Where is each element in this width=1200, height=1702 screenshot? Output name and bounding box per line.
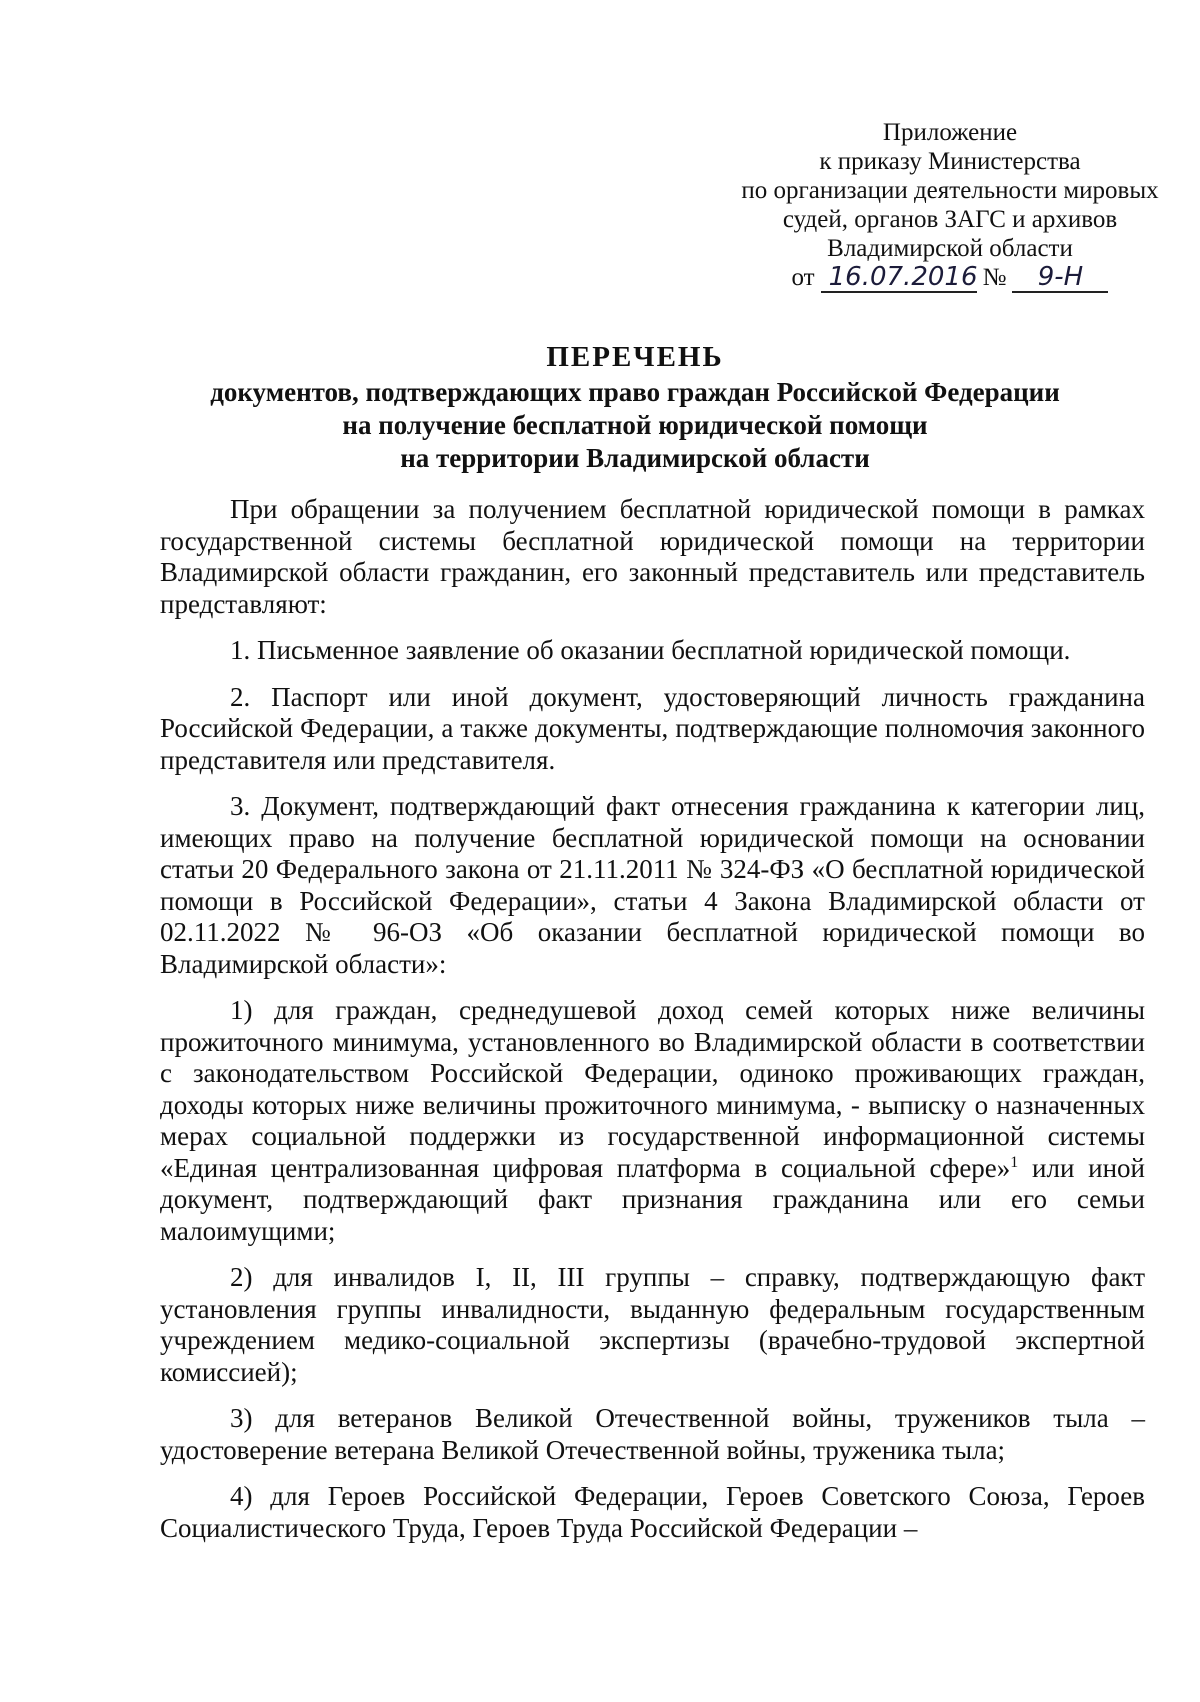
number-prefix: № bbox=[982, 264, 1007, 291]
order-date-row bbox=[730, 263, 1170, 293]
document-title bbox=[150, 338, 1120, 475]
title-subline: на получение бесплатной юридической помощи bbox=[342, 410, 928, 440]
title-subline: документов, подтверждающих право граждан Российской Федерации bbox=[210, 377, 1060, 407]
sub-item-4: 4) для Героев Российской Федерации, Героев Советского Союза, Героев Социалистического Труда, Героев Труда Российской Федерации – bbox=[160, 1481, 1145, 1543]
list-item-2: 2. Паспорт или иной документ, удостоверяющий личность гражданина Российской Федерации, а также документы, подтверждающие полномочия законного представителя или представителя. bbox=[160, 681, 1145, 775]
appendix-line: Приложение bbox=[882, 119, 1018, 146]
appendix-header bbox=[730, 118, 1170, 293]
handwritten-date: 16.07.2016 bbox=[821, 263, 977, 293]
title-subline: на территории Владимирской области bbox=[400, 443, 870, 473]
sub-item-1-text: 1) для граждан, среднедушевой доход семей которых ниже величины прожиточного минимума, установленного во Владимирской области в соответствии с законодательством Российской Федерации, одиноко проживающих граждан, доходы которых ниже величины прожиточного минимума, - выписку о назначенных мерах социальной поддержки из государственной информационной системы «Единая централизованная цифровая платформа в социальной сфере» bbox=[160, 995, 1145, 1183]
document-body bbox=[160, 494, 1145, 1553]
intro-paragraph: При обращении за получением бесплатной юридической помощи в рамках государственной системы бесплатной юридической помощи на территории Владимирской области гражданин, его законный представитель или представитель представляют: bbox=[160, 494, 1145, 619]
handwritten-number: 9-Н bbox=[1012, 263, 1108, 293]
list-item-1: 1. Письменное заявление об оказании бесплатной юридической помощи. bbox=[230, 635, 1071, 665]
sub-item-1-text-end: или иной документ, подтверждающий факт признания гражданина или его семьи малоимущими; bbox=[160, 1152, 1145, 1246]
sub-item-2: 2) для инвалидов I, II, III группы – справку, подтверждающую факт установления группы инвалидности, выданную федеральным государственным учреждением медико-социальной экспертизы (врачебно-трудовой экспертной комиссией); bbox=[160, 1262, 1145, 1387]
footnote-marker: 1 bbox=[1010, 1153, 1019, 1171]
sub-item-3: 3) для ветеранов Великой Отечественной войны, тружеников тыла – удостоверение ветерана Великой Отечественной войны, труженика тыла; bbox=[160, 1403, 1145, 1465]
appendix-line: судей, органов ЗАГС и архивов bbox=[782, 206, 1118, 233]
appendix-line: по организации деятельности мировых bbox=[741, 177, 1159, 204]
date-prefix: от bbox=[791, 264, 815, 291]
title-main: ПЕРЕЧЕНЬ bbox=[546, 341, 724, 373]
sub-item-1 bbox=[160, 995, 1145, 1247]
appendix-line: Владимирской области bbox=[827, 235, 1073, 262]
appendix-line: к приказу Министерства bbox=[819, 148, 1081, 175]
list-item-3: 3. Документ, подтверждающий факт отнесения гражданина к категории лиц, имеющих право на получение бесплатной юридической помощи на основании статьи 20 Федерального закона от 21.11.2011 № 324-ФЗ «О бесплатной юридической помощи в Российской Федерации», статьи 4 Закона Владимирской области от 02.11.2022 № 96-ОЗ «Об оказании бесплатной юридической помощи во Владимирской области»: bbox=[160, 791, 1145, 979]
